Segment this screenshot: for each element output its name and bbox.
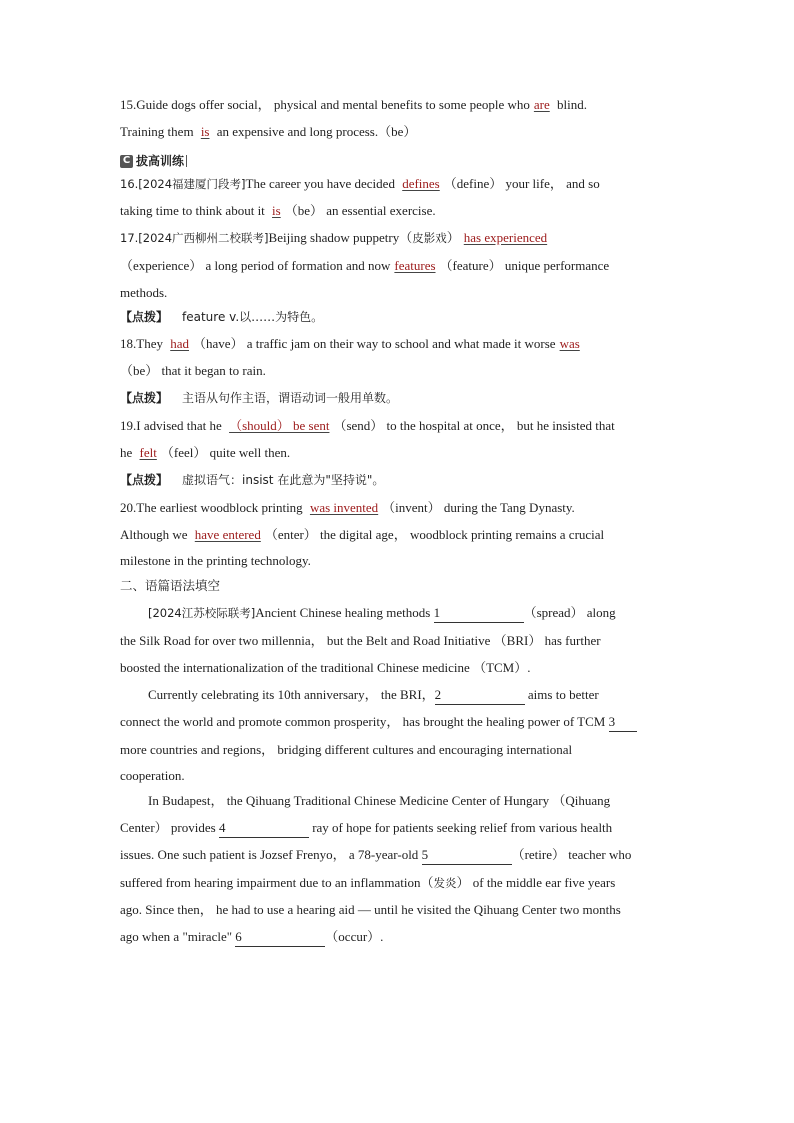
passage-text: （spread） along: [523, 605, 616, 620]
tip-text: feature v.以……为特色。: [182, 310, 324, 324]
q19-answer-1: （should） be sent: [229, 418, 330, 433]
q15-answer-2: is: [200, 124, 210, 139]
q20-text: Although we: [120, 527, 191, 542]
passage-p3-line-4: [120, 874, 680, 892]
passage-p3-line-5: ago. Since then， he had to use a hearing aid — until he visited the Qihuang Center two months: [120, 902, 621, 917]
q19-tip: [120, 471, 680, 489]
q19-text: he: [120, 445, 136, 460]
q17-source: 17.[2024广西柳州二校联考]: [120, 231, 269, 245]
blank-6[interactable]: 6: [235, 928, 325, 947]
blank-5[interactable]: 5: [422, 846, 512, 865]
section-c-header: [120, 150, 680, 170]
passage-text: Center） provides: [120, 820, 219, 835]
q18-text: （have） a traffic jam on their way to school and what made it worse: [193, 336, 556, 351]
q19-line-1: [120, 417, 680, 435]
tip-label: 【点拨】: [120, 473, 169, 487]
q16-text: （be） an essential exercise.: [284, 203, 436, 218]
passage-text: Ancient Chinese healing methods: [255, 605, 434, 620]
passage-p1-line-3: boosted the internationalization of the traditional Chinese medicine （TCM）.: [120, 660, 531, 675]
passage-text: ray of hope for patients seeking relief from various health: [308, 820, 613, 835]
q18-text: （be） that it began to rain.: [120, 363, 266, 378]
q17-line-2: [120, 257, 680, 275]
passage-p3-line-2: [120, 819, 680, 838]
q18-text: 18.They: [120, 336, 167, 351]
q16-answer-1: defines: [402, 176, 440, 191]
tip-text: 虚拟语气：insist 在此意为"坚持说"。: [182, 473, 385, 487]
q20-line-2: [120, 526, 680, 544]
passage-text: connect the world and promote common prosperity， has brought the healing power of TCM: [120, 714, 609, 729]
q20-line-1: [120, 499, 680, 517]
passage-text: （occur）.: [325, 929, 384, 944]
q17-text: （experience） a long period of formation and now: [120, 258, 391, 273]
q18-answer-1: had: [170, 336, 189, 351]
q17-answer-1: has experienced: [463, 230, 548, 245]
q16-text: （define） your life， and so: [443, 176, 600, 191]
tip-label: 【点拨】: [120, 391, 169, 405]
q15-text: 15.Guide dogs offer social， physical and mental benefits to some people who: [120, 97, 530, 112]
section-c-icon: C: [120, 155, 133, 168]
q20-text: 20.The earliest woodblock printing: [120, 500, 306, 515]
q18-line-2: [120, 362, 680, 380]
passage-text: suffered from hearing impairment due to an inflammation（: [120, 875, 434, 890]
q18-answer-2: was: [559, 336, 580, 351]
q20-line-3: [120, 552, 680, 570]
q19-text: （feel） quite well then.: [160, 445, 291, 460]
part2-heading: 二、语篇语法填空: [120, 578, 221, 593]
passage-text: ago when a "miracle": [120, 929, 236, 944]
q17-chinese-gloss: 皮影戏: [412, 231, 447, 245]
q17-text: （feature） unique performance: [439, 258, 610, 273]
tip-text: 主语从句作主语，谓语动词一般用单数。: [182, 391, 399, 405]
blank-2[interactable]: 2: [435, 686, 525, 705]
q18-tip: [120, 389, 680, 407]
passage-p1-line-1: [148, 604, 708, 623]
passage-p1-line-2: the Silk Road for over two millennia， but the Belt and Road Initiative （BRI） has further: [120, 633, 601, 648]
q19-text: （send） to the hospital at once， but he insisted that: [333, 418, 615, 433]
q16-answer-2: is: [272, 203, 281, 218]
passage-chinese-gloss: 发炎: [433, 876, 457, 890]
q20-answer-2: have entered: [194, 527, 261, 542]
passage-p2-line-4: cooperation.: [120, 768, 185, 783]
q17-text: Beijing shadow puppetry（: [268, 230, 413, 245]
q16-source: 16.[2024福建厦门段考]: [120, 177, 246, 191]
q15-text: an expensive and long process.（be）: [213, 124, 417, 139]
q19-line-2: [120, 444, 680, 462]
passage-p3-line-3: [120, 846, 680, 865]
blank-3[interactable]: 3: [609, 713, 637, 732]
q20-text: milestone in the printing technology.: [120, 553, 311, 568]
q16-line-1: [120, 175, 680, 193]
passage-text: issues. One such patient is Jozsef Frenyo， a 78-year-old: [120, 847, 422, 862]
q17-text: methods.: [120, 285, 168, 300]
q16-text: taking time to think about it: [120, 203, 269, 218]
q19-answer-2: felt: [139, 445, 157, 460]
passage-text: （retire） teacher who: [511, 847, 632, 862]
passage-p2-line-2: [120, 713, 680, 732]
section-c-title: 拔高训练: [136, 154, 185, 168]
section-c-label: [120, 152, 187, 170]
passage-text: Currently celebrating its 10th anniversary， the BRI，: [148, 687, 435, 702]
q15-answer-1: are: [533, 97, 550, 112]
q16-text: The career you have decided: [245, 176, 399, 191]
passage-p2-line-1: [148, 686, 708, 705]
blank-4[interactable]: 4: [219, 819, 309, 838]
q17-answer-2: features: [394, 258, 436, 273]
blank-1[interactable]: 1: [434, 604, 524, 623]
q17-tip: [120, 308, 680, 326]
q18-line-1: [120, 335, 680, 353]
passage-source: [2024江苏校际联考]: [148, 606, 256, 620]
passage-p2-line-3: more countries and regions， bridging different cultures and encouraging international: [120, 742, 573, 757]
tip-label: 【点拨】: [120, 310, 169, 324]
q15-line-1: [120, 96, 680, 114]
q15-text: blind.: [553, 97, 587, 112]
q17-line-1: [120, 229, 680, 247]
q17-line-3: [120, 284, 680, 302]
q20-answer-1: was invented: [309, 500, 379, 515]
q20-text: （invent） during the Tang Dynasty.: [382, 500, 575, 515]
q19-text: 19.I advised that he: [120, 418, 226, 433]
q17-text: ）: [446, 230, 460, 245]
passage-text: ） of the middle ear five years: [456, 875, 616, 890]
q15-text: Training them: [120, 124, 197, 139]
q15-line-2: [120, 123, 680, 141]
q16-line-2: [120, 202, 680, 220]
section-c-end-mark: [186, 155, 187, 167]
passage-p3-line-6: [120, 928, 680, 947]
q20-text: （enter） the digital age， woodblock printing remains a crucial: [264, 527, 605, 542]
passage-text: aims to better: [524, 687, 599, 702]
passage-p3-line-1: In Budapest， the Qihuang Traditional Chinese Medicine Center of Hungary （Qihuang: [148, 793, 611, 808]
